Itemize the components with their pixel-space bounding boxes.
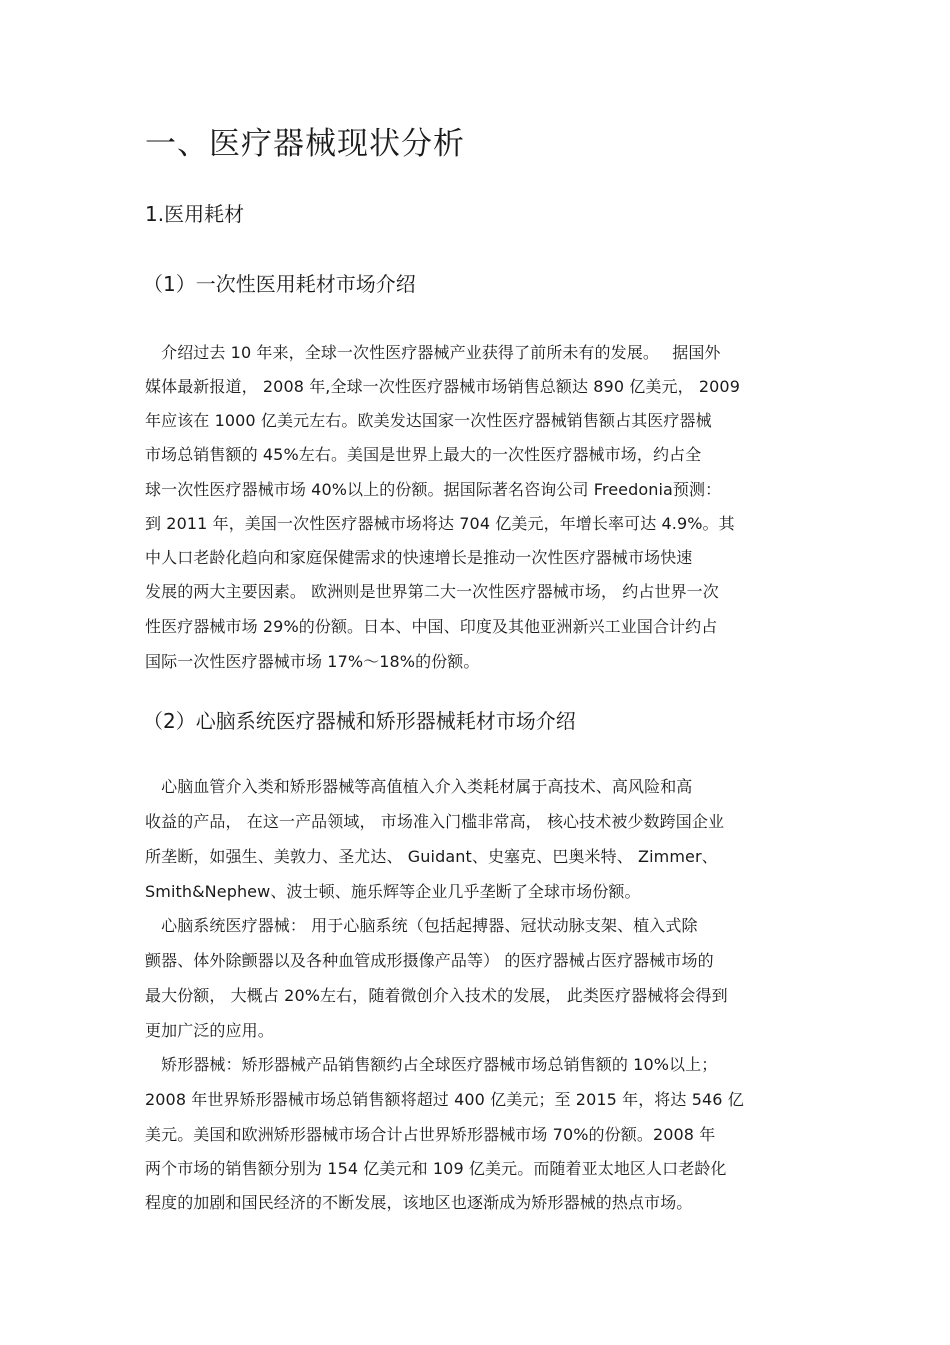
text-line: 心脑系统医疗器械： 用于心脑系统（包括起搏器、冠状动脉支架、植入式除 <box>145 916 698 935</box>
text-line: 心脑血管介入类和矫形器械等高值植入介入类耗材属于高技术、高风险和高 <box>145 777 693 796</box>
text-line: 媒体最新报道， 2008 年,全球一次性医疗器械市场销售总额达 890 亿美元， 2009 <box>145 377 740 396</box>
text-line: 介绍过去 10 年来，全球一次性医疗器械产业获得了前所未有的发展。 据国外 <box>145 343 721 362</box>
text-line: 美元。美国和欧洲矫形器械市场合计占世界矫形器械市场 70%的份额。2008 年 <box>145 1125 716 1144</box>
text-line: 性医疗器械市场 29%的份额。日本、中国、印度及其他亚洲新兴工业国合计约占 <box>145 617 718 636</box>
text-line: 中人口老龄化趋向和家庭保健需求的快速增长是推动一次性医疗器械市场快速 <box>145 548 693 567</box>
text-line: 最大份额， 大概占 20%左右，随着微创介入技术的发展， 此类医疗器械将会得到 <box>145 986 728 1005</box>
text-line: Smith&Nephew、波士顿、施乐辉等企业几乎垄断了全球市场份额。 <box>145 882 641 901</box>
text-line: 矫形器械：矫形器械产品销售额约占全球医疗器械市场总销售额的 10%以上； <box>145 1055 718 1074</box>
text-line: 国际一次性医疗器械市场 17%～18%的份额。 <box>145 652 480 671</box>
text-line: 所垄断，如强生、美敦力、圣尤达、 Guidant、史塞克、巴奥米特、 Zimmer、 <box>145 847 718 866</box>
text-line: 发展的两大主要因素。 欧洲则是世界第二大一次性医疗器械市场， 约占世界一次 <box>145 582 719 601</box>
text-line: 收益的产品， 在这一产品领域， 市场准入门槛非常高， 核心技术被少数跨国企业 <box>145 812 725 831</box>
text-line: 颤器、体外除颤器以及各种血管成形摄像产品等） 的医疗器械占医疗器械市场的 <box>145 951 714 970</box>
page-title: 一、医疗器械现状分析 <box>145 126 465 162</box>
subsection-heading: （2）心脑系统医疗器械和矫形器械耗材市场介绍 <box>143 709 576 733</box>
section-heading: 1.医用耗材 <box>145 202 245 226</box>
text-line: 到 2011 年，美国一次性医疗器械市场将达 704 亿美元，年增长率可达 4.9%。其 <box>145 514 735 533</box>
text-line: 程度的加剧和国民经济的不断发展，该地区也逐渐成为矫形器械的热点市场。 <box>145 1193 693 1212</box>
text-line: 年应该在 1000 亿美元左右。欧美发达国家一次性医疗器械销售额占其医疗器械 <box>145 411 712 430</box>
subsection-heading: （1）一次性医用耗材市场介绍 <box>143 272 416 296</box>
text-line: 更加广泛的应用。 <box>145 1021 274 1040</box>
text-line: 市场总销售额的 45%左右。美国是世界上最大的一次性医疗器械市场，约占全 <box>145 445 702 464</box>
text-line: 球一次性医疗器械市场 40%以上的份额。据国际著名咨询公司 Freedonia预测： <box>145 480 722 499</box>
text-line: 两个市场的销售额分别为 154 亿美元和 109 亿美元。而随着亚太地区人口老龄化 <box>145 1159 727 1178</box>
text-line: 2008 年世界矫形器械市场总销售额将超过 400 亿美元；至 2015 年，将达 546 亿 <box>145 1090 744 1109</box>
